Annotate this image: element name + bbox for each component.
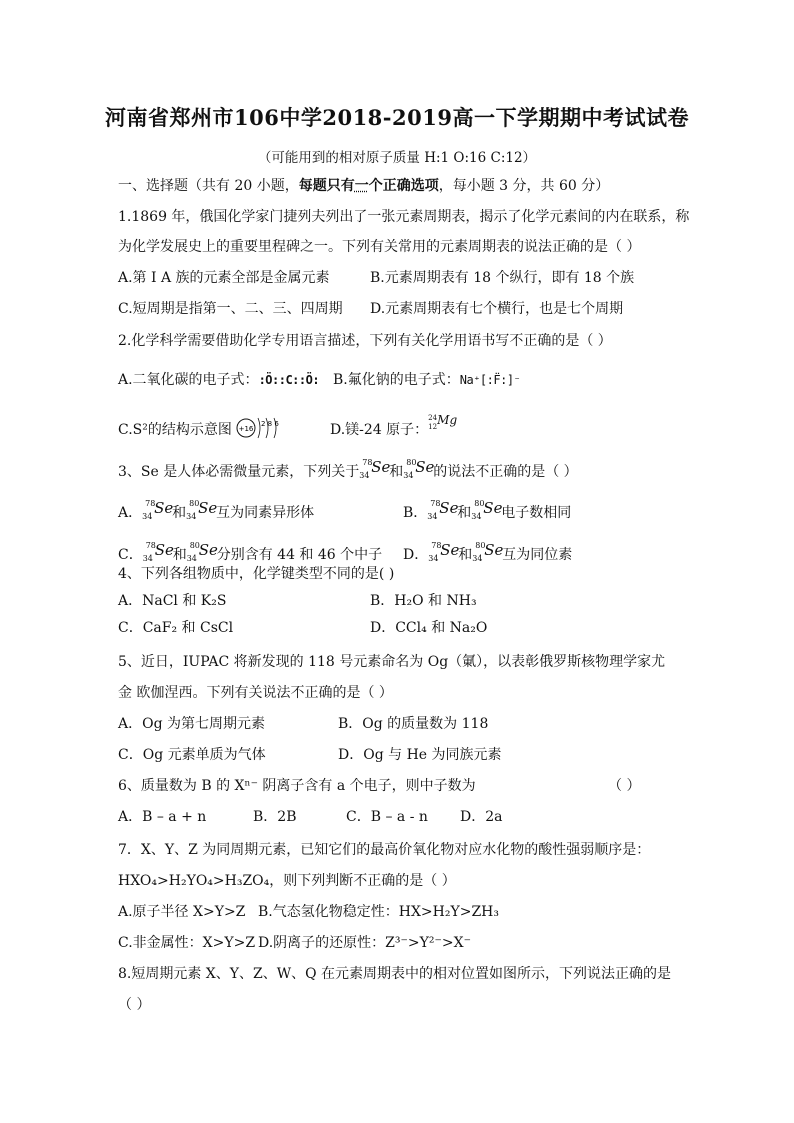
- section-heading-c: 一: [354, 178, 369, 194]
- q6-option-a: A．B – a + n: [118, 809, 207, 825]
- q7-option-b: B.气态氢化物稳定性：HX>H₂Y>ZH₃: [258, 904, 499, 920]
- q2-option-d: [330, 414, 458, 440]
- q5-stem-line2: 金 欧伽涅西。下列有关说法不正确的是（ ）: [118, 685, 393, 701]
- sulfur-ion-structure-diagram: [236, 414, 288, 444]
- q5-option-a: A．Og 为第七周期元素: [118, 716, 265, 732]
- co2-electron-formula: :Ö::C::Ö:: [258, 373, 320, 387]
- electron-shells: 2 8 6: [261, 420, 280, 428]
- q1-option-a: A.第 I A 族的元素全部是金属元素: [118, 270, 330, 286]
- q2-option-d-label: D.镁-24 原子：: [330, 422, 429, 438]
- q4-stem: 4、下列各组物质中，化学键类型不同的是( ): [118, 566, 395, 582]
- q2-stem: 2.化学科学需要借助化学专用语言描述，下列有关化学用语书写不正确的是（ ）: [118, 333, 612, 349]
- q5-stem-line1: 5、近日，IUPAC 将新发现的 118 号元素命名为 Og（氭），以表彰俄罗斯核物理学家尤: [118, 654, 666, 670]
- q3-option-b: B． 78 34 Se 和 80 34 Se 电子数相同: [403, 499, 572, 521]
- q2-option-c-label: C.S²的结构示意图: [118, 422, 232, 438]
- q4-option-d: D．CCl₄ 和 Na₂O: [370, 620, 488, 636]
- se78-symbol: 78 34 Se: [359, 458, 391, 480]
- q2-option-c: [118, 414, 288, 444]
- q7-stem-line1: 7．X、Y、Z 为同周期元素，已知它们的最高价氧化物对应水化物的酸性强弱顺序是：: [118, 842, 651, 858]
- q3-option-d: D． 78 34 Se 和 80 34 Se 互为同位素: [403, 541, 573, 563]
- q7-stem-line2: HXO₄>H₂YO₄>H₃ZO₄，则下列判断不正确的是（ ）: [118, 873, 456, 889]
- q3-option-a: A． 78 34 Se 和 80 34 Se 互为同素异形体: [118, 499, 315, 521]
- q5-option-b: B．Og 的质量数为 118: [338, 716, 489, 732]
- q6-option-c: C．B – a - n: [346, 809, 428, 825]
- q3-stem: 3、Se 是人体必需微量元素，下列关于 78 34 Se 和 80 34 Se 的说法不正确的是（ ）: [118, 458, 578, 480]
- nucleus-charge: +16: [238, 425, 254, 433]
- q5-option-d: D．Og 与 He 为同族元素: [338, 747, 502, 763]
- q1-stem-line1: 1.1869 年，俄国化学家门捷列夫列出了一张元素周期表，揭示了化学元素间的内在联系，称: [118, 209, 690, 225]
- q7-option-c: C.非金属性：X>Y>Z: [118, 935, 256, 951]
- q6-option-d: D．2a: [460, 809, 503, 825]
- q8-stem-line1: 8.短周期元素 X、Y、Z、W、Q 在元素周期表中的相对位置如图所示，下列说法正确的是: [118, 966, 672, 982]
- page-subtitle: （可能用到的相对原子质量 H:1 O:16 C:12）: [257, 150, 537, 166]
- mg-isotope-symbol: 24 12 Mg: [428, 413, 458, 431]
- q1-option-d: D.元素周期表有七个横行，也是七个周期: [370, 301, 624, 317]
- q6-option-b: B．2B: [253, 809, 297, 825]
- q5-option-c: C．Og 元素单质为气体: [118, 747, 266, 763]
- q3-option-c: C． 78 34 Se 和 80 34 Se 分别含有 44 和 46 个中子: [118, 541, 383, 563]
- page-title: 河南省郑州市106中学2018-2019高一下学期期中考试试卷: [105, 105, 689, 130]
- q6-stem: 6、质量数为 B 的 Xⁿ⁻ 阴离子含有 a 个电子，则中子数为: [118, 778, 476, 794]
- q2-option-a-label: A.二氧化碳的电子式：: [118, 372, 259, 388]
- q1-stem-line2: 为化学发展史上的重要里程碑之一。下列有关常用的元素周期表的说法正确的是（ ）: [118, 239, 641, 255]
- q4-option-b: B．H₂O 和 NH₃: [370, 593, 477, 609]
- q8-stem-line2: （ ）: [118, 997, 151, 1013]
- section-heading: [118, 176, 609, 196]
- section-heading-a: 一、选择题（共有 20 小题，: [118, 178, 299, 194]
- q1-option-c: C.短周期是指第一、二、三、四周期: [118, 301, 343, 317]
- section-heading-e: ，每小题 3 分，共 60 分）: [438, 178, 610, 194]
- section-heading-d: 个正确选项: [368, 178, 439, 194]
- q2-option-a: [118, 370, 319, 390]
- q2-option-b-label: B.氟化钠的电子式：: [333, 372, 460, 388]
- q4-option-a: A．NaCl 和 K₂S: [118, 593, 227, 609]
- q4-option-c: C．CaF₂ 和 CsCl: [118, 620, 234, 636]
- section-heading-b: 每题只有: [298, 178, 355, 194]
- se80-symbol: 80 34 Se: [403, 458, 435, 480]
- naf-electron-formula: Na⁺[:F̈:]⁻: [459, 373, 521, 387]
- q1-option-b: B.元素周期表有 18 个纵行，即有 18 个族: [370, 270, 635, 286]
- q7-option-d: D.阴离子的还原性：Z³⁻>Y²⁻>X⁻: [258, 935, 471, 951]
- q2-option-b: [333, 370, 520, 390]
- q6-answer-paren: （ ）: [608, 778, 641, 794]
- q7-option-a: A.原子半径 X>Y>Z: [118, 904, 246, 920]
